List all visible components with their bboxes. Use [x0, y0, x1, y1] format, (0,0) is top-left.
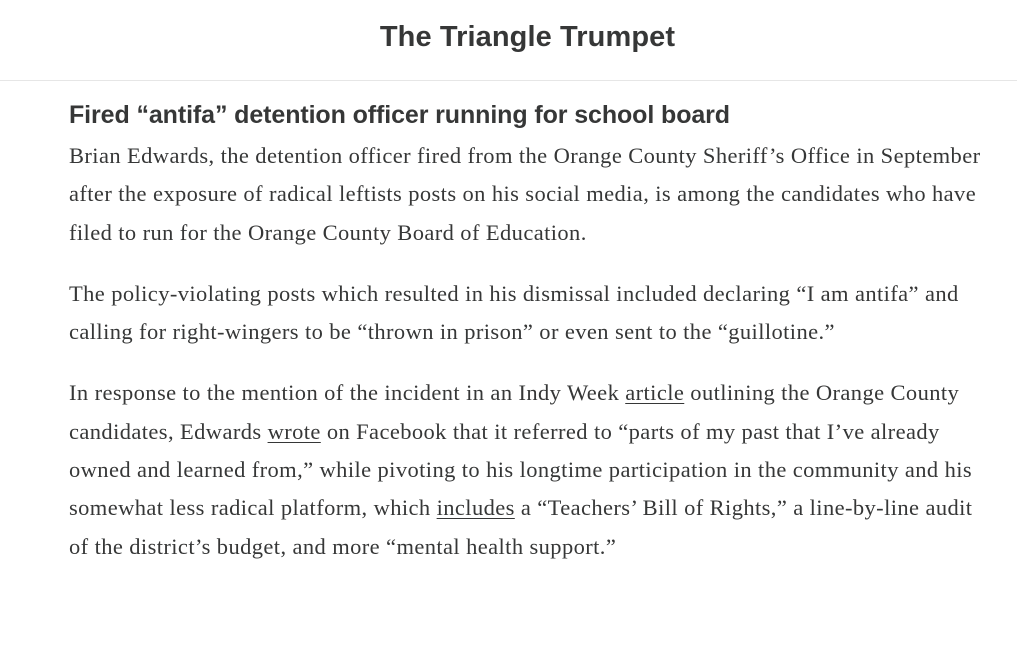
paragraph-2: The policy-violating posts which resulted in his dismissal included declaring “I am antifa” and calling for right-wingers to be “thrown in prison” or even sent to the “guillotine.” [69, 280, 959, 345]
includes-link[interactable]: includes [436, 495, 515, 521]
paragraph-3-text: on Facebook that it referred to “parts of my past that I’ve already owned and learned from,” while pivoting to his longtime participation in the community and his somewhat less radical platform, which [69, 418, 973, 521]
paragraph-3 [69, 374, 987, 565]
article [0, 101, 1017, 566]
post-title: Fired “antifa” detention officer running for school board [69, 101, 730, 129]
paragraph-3-text: a “Teachers’ Bill of Rights,” a line-by-line audit of the district’s budget, and more “mental health support.” [69, 495, 973, 559]
paragraph-1: Brian Edwards, the detention officer fired from the Orange County Sheriff’s Office in September after the exposure of radical leftists posts on his social media, is among the candidates who have filed to run for the Orange County Board of Education. [69, 143, 981, 245]
paragraph-3-text: In response to the mention of the incident in an Indy Week [69, 380, 626, 406]
wrote-link[interactable]: wrote [267, 418, 321, 444]
article-link[interactable]: article [625, 380, 685, 406]
paragraph-3-text: outlining the Orange County candidates, Edwards [69, 380, 960, 444]
site-title[interactable]: The Triangle Trumpet [379, 20, 676, 53]
site-header [0, 0, 1017, 81]
